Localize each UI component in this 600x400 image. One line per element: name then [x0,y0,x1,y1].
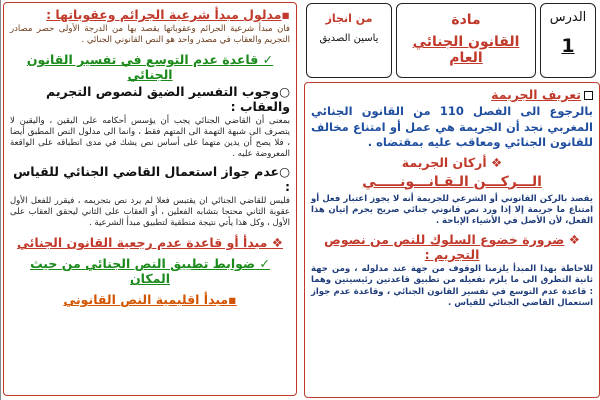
principle-text: فان مبدأ شرعية الجرائم وعقوباتها يقصد بها من الدرجة الأولى حصر مصادر التجريم والعقاب في مصدر واحد هو النص القانوني الجنائي . [10,24,290,46]
analogy-subheading [10,164,290,194]
legal-element-text: يقصد بالركن القانوني أو الشرعي للجريمة أنه لا يجوز اعتبار فعل أو امتناع ما جريمة إلا إذا ورد نص قانوني جنائي صريح يجرم إتيان هذا الفعل، لأن الأصل في الأشياء الإباحة . [311,193,593,227]
definition-heading [311,87,593,102]
diamond-bullet-icon: ❖ [568,231,580,247]
analogy-text: فليس للقاضي الجنائي ان يقتبس فعلا لم يرد نص بتجريمه ، فيقرر للفعل الأول عقوبة الثاني محتجا بتشابه الفعلين ، أو العقاب على الثاني ليحقق العقاب على الأول ، وكل هذا يأتي نتيجة منطقية لتطبيق مبدأ الشرعية . [10,196,290,229]
diamond-bullet-icon: ❖ [491,154,503,170]
lesson-box [540,3,596,78]
definition-title: تعريف الجريمة [491,87,581,102]
dot-bullet-icon: ▪ [281,7,290,22]
strict-heading: وجوب التفسير الضيق لنصوص التجريم والعقاب : [46,84,290,115]
check-arrow-icon: ✓ [259,256,270,272]
lesson-label: الدرس [549,10,587,25]
header [302,3,598,78]
lesson-number: 1 [561,35,575,57]
author-name: ياسين الصديق [319,33,379,44]
nonretro-heading [10,235,290,250]
conformity-heading [311,232,593,262]
right-body [304,82,600,398]
strict-interp-title: قاعدة عدم التوسع في تفسير القانون الجنائي [26,52,259,83]
subject-label: مادة [451,12,481,28]
principle-title: مدلول مبدأ شرعية الجرائم وعقوباتها : [46,7,282,22]
elements-heading [311,155,593,170]
territory-heading [10,292,290,307]
author-box [306,3,392,78]
subject-value: القانون الجنائي العام [412,34,520,66]
left-body [3,2,297,396]
check-arrow-icon: ✓ [262,52,274,68]
right-column [302,0,600,400]
elements-title: أركان الجريمة [401,154,487,170]
diamond-bullet-icon: ❖ [271,235,283,251]
application-heading [10,256,290,286]
conformity-text: للاحاطة بهذا المبدأ يلزمنا الوقوف من جهة عند مدلوله ، ومن جهة ثانية التطرق الى ما يلزم تفعيله من تطبيق قاعدتين رئيسيتين وهما : قاعدة عدم التوسع في تفسير القانون الجنائي ، وقاعدة عدم جواز استعمال القاضي الجنائي للقياس . [311,263,593,309]
application-title: ضوابط تطبيق النص الجنائي من حيث المكان [30,256,256,287]
circle-bullet-icon: ○ [279,84,290,100]
definition-text: بالرجوع الى الفصل 110 من القانون الجنائي المغربي نجد أن الجريمة هي عمل أو امتناع مخالف للقانون الجنائي ومعاقب عليه بمقتضاه . [311,104,593,150]
author-label: من انجاز [325,12,373,25]
dot-bullet-icon: ▪ [228,292,237,308]
circle-bullet-icon: ○ [279,164,290,180]
territory-title: مبدأ اقليمية النص القانوني [63,292,229,308]
checkbox-square-icon [584,91,593,100]
strict-interp-heading [10,52,290,82]
analogy-heading: عدم جواز استعمال القاضي الجنائي للقياس : [13,164,290,195]
legal-element-title: الـــركـــن الـقـانـــونـــــي [362,173,542,190]
strict-text: بمعنى أن القاضي الجنائي يجب أن يؤسس أحكامه على اليقين ، واليقين لا يتصرف الى شبهة التهمة الى المتهم فقط ، وانما الى مدلول النص المطبق أيضا ، فلا يصح أن يدين متهما على أساس نص يشك في مدى انطباقه على الواقعة المعروضة عليه . [10,116,290,160]
subject-box [396,3,536,78]
principle-heading [10,7,290,22]
strict-subheading [10,84,290,114]
conformity-title: ضرورة خضوع السلوك للنص من نصوص التجريم : [324,231,565,262]
nonretro-title: مبدأ أو قاعدة عدم رجعية القانون الجنائي [17,235,268,251]
